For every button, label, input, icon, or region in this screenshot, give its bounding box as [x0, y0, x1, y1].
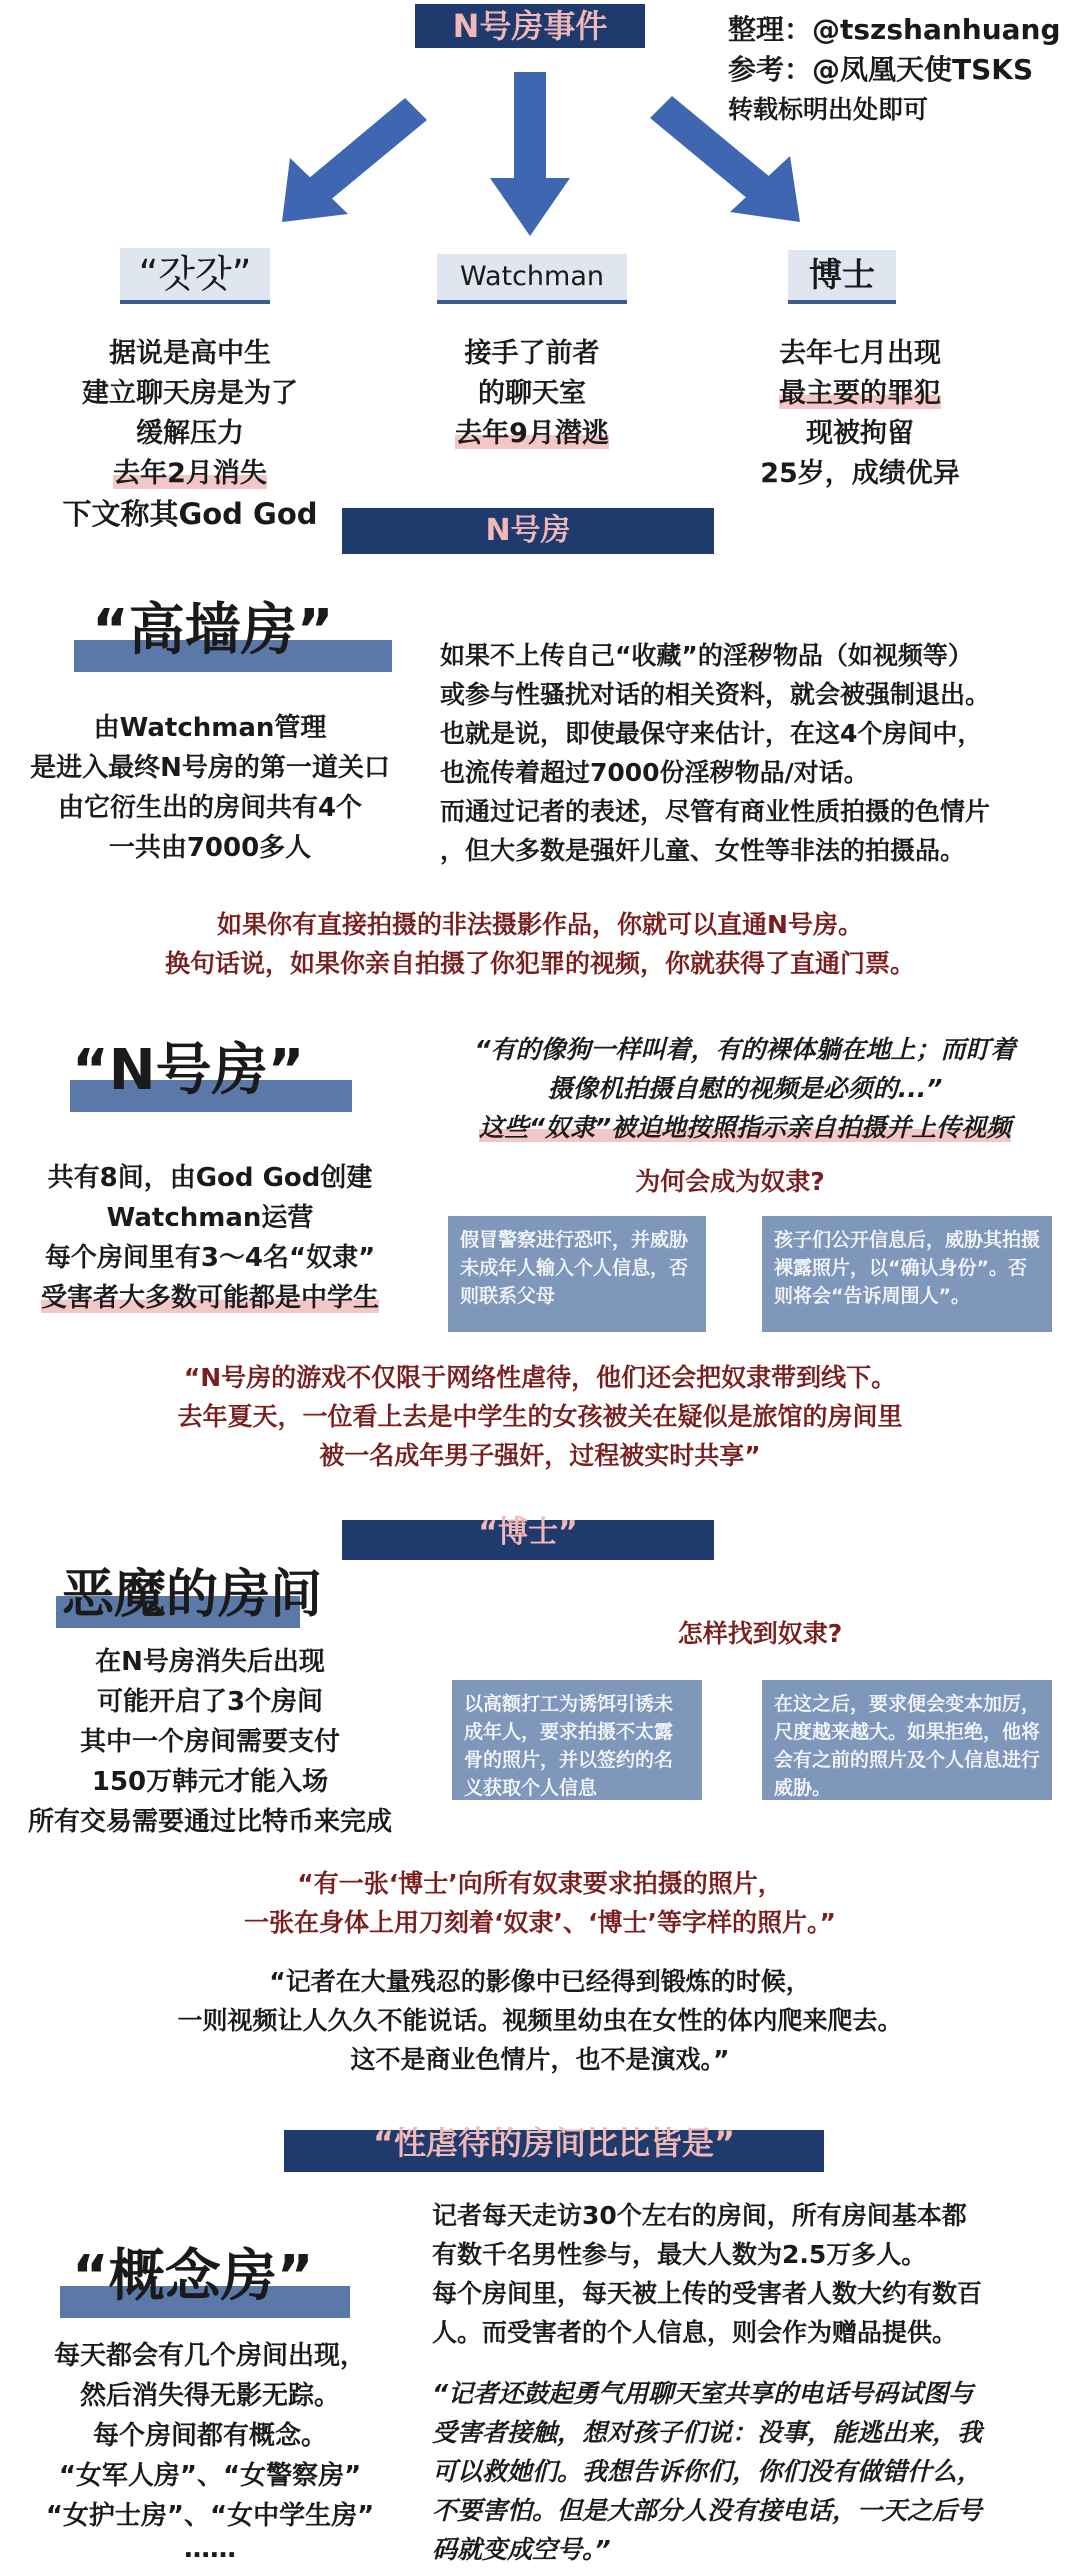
col-text-gatgat	[30, 334, 350, 534]
text-line: 如果不上传自己“收藏”的淫秽物品（如视频等）	[440, 641, 973, 670]
col-line: 25岁，成绩优异	[760, 458, 960, 489]
credit-line: 参考：@凤凰天使TSKS	[728, 53, 1034, 86]
arrow-down-icon	[490, 72, 570, 236]
col-line-highlight: 去年2月消失	[113, 458, 267, 489]
text-line: 其中一个房间需要支付	[79, 1727, 340, 1757]
text-line: 在N号房消失后出现	[95, 1647, 325, 1677]
col-label-boshi: 博士	[788, 250, 896, 304]
col-line: 现被拘留	[806, 418, 914, 449]
text-line: 去年夏天，一位看上去是中学生的女孩被关在疑似是旅馆的房间里	[177, 1402, 903, 1431]
nroom-box-1: 假冒警察进行恐吓，并威胁未成年人输入个人信息，否则联系父母	[448, 1216, 706, 1332]
col-label-gatgat: “갓갓”	[120, 248, 270, 304]
col-line: 下文称其God God	[62, 497, 318, 531]
text-line-highlight: 受害者大多数可能都是中学生	[40, 1283, 379, 1313]
nroom-box-2: 孩子们公开信息后，威胁其拍摄裸露照片，以“确认身份”。否则将会“告诉周围人”。	[762, 1216, 1052, 1332]
text-line: “记者还鼓起勇气用聊天室共享的电话号码试图与	[432, 2379, 974, 2408]
col-text-watchman	[392, 334, 672, 454]
section-title-nroom: “N号房”	[72, 1038, 305, 1103]
col-text-boshi	[700, 334, 1020, 494]
col-line-highlight: 去年9月潜逃	[455, 418, 609, 449]
text-line: 这不是商业色情片，也不是演戏。”	[350, 2045, 730, 2074]
nroom-red	[60, 1358, 1020, 1475]
demon-box-1: 以高额打工为诱饵引诱未成年人，要求拍摄不太露骨的照片，并以签约的名义获取个人信息	[452, 1680, 702, 1800]
text-line: 然后消失得无影无踪。	[79, 2381, 340, 2411]
text-line: 受害者接触，想对孩子们说：没事，能逃出来，我	[432, 2418, 983, 2447]
gaoqiang-red	[60, 905, 1020, 983]
text-line: 每个房间里有3～4名“奴隶”	[44, 1243, 376, 1273]
col-line: 缓解压力	[136, 418, 244, 449]
text-line-highlight: 这些“奴隶”被迫地按照指示亲自拍摄并上传视频	[478, 1113, 1012, 1142]
text-line: “有一张‘博士’向所有奴隶要求拍摄的照片，	[297, 1869, 783, 1898]
section-title-demon: 恶魔的房间	[62, 1565, 323, 1625]
col-line: 去年七月出现	[779, 338, 941, 369]
demon-box-2: 在这之后，要求便会变本加厉，尺度越来越大。如果拒绝，他将会有之前的照片及个人信息进行威胁。	[762, 1680, 1052, 1800]
text-line: 每个房间都有概念。	[92, 2421, 327, 2451]
col-line: 据说是高中生	[109, 338, 271, 369]
text-line: 所有交易需要通过比特币来完成	[27, 1807, 392, 1837]
text-line: 有数千名男性参与，最大人数为2.5万多人。	[432, 2240, 927, 2269]
col-line: 建立聊天房是为了	[82, 378, 298, 409]
section-header-boshi: “博士”	[342, 1520, 714, 1560]
text-line: “记者在大量残忍的影像中已经得到锻炼的时候，	[269, 1967, 811, 1996]
text-line: “女护士房”、“女中学生房”	[45, 2501, 375, 2531]
concept-left	[0, 2336, 420, 2562]
text-line: 不要害怕。但是大部分人没有接电话，一天之后号	[432, 2496, 983, 2525]
arrow-down-left-icon	[282, 98, 427, 222]
text-line: 换句话说，如果你亲自拍摄了你犯罪的视频，你就获得了直通门票。	[164, 949, 915, 978]
demon-quote	[40, 1962, 1040, 2079]
arrow-down-right-icon	[650, 96, 800, 222]
col-line: 的聊天室	[478, 378, 586, 409]
section-title-gaoqiang: “高墙房”	[92, 598, 334, 663]
text-line: 或参与性骚扰对话的相关资料，就会被强制退出。	[440, 680, 991, 709]
text-line: “女军人房”、“女警察房”	[58, 2461, 362, 2491]
text-line: 由它衍生出的房间共有4个	[57, 793, 363, 823]
text-line: 码就变成空号。”	[432, 2535, 611, 2564]
nroom-quote	[420, 1030, 1070, 1147]
text-line: 一张在身体上用刀刻着‘奴隶’、‘博士’等字样的照片。”	[244, 1908, 836, 1937]
text-line: 由Watchman管理	[93, 713, 327, 743]
text-line: ……	[184, 2534, 236, 2564]
flow-arrows	[0, 0, 1080, 260]
text-line: 也流传着超过7000份淫秽物品/对话。	[440, 758, 869, 787]
credit-line: 转载标明出处即可	[728, 95, 929, 124]
credit-line: 整理：@tszshanhuang	[728, 13, 1061, 46]
col-line: 接手了前者	[464, 338, 600, 369]
text-line: 可以救她们。我想告诉你们，你们没有做错什么，	[432, 2457, 983, 2486]
demon-red	[60, 1864, 1020, 1942]
text-line: 摄像机拍摄自慰的视频是必须的...”	[547, 1074, 943, 1103]
text-line: 是进入最终N号房的第一道关口	[30, 753, 390, 783]
concept-right	[432, 2196, 1072, 2352]
text-line: “N号房的游戏不仅限于网络性虐待，他们还会把奴隶带到线下。	[183, 1363, 897, 1392]
text-line: 150万韩元才能入场	[91, 1767, 329, 1797]
text-line: 也就是说，即使最保守来估计，在这4个房间中，	[440, 719, 983, 748]
text-line: 记者每天走访30个左右的房间，所有房间基本都	[432, 2201, 967, 2230]
text-line: “有的像狗一样叫着，有的裸体躺在地上；而盯着	[474, 1035, 1016, 1064]
text-line: 一则视频让人久久不能说话。视频里幼虫在女性的体内爬来爬去。	[177, 2006, 903, 2035]
demon-left	[0, 1642, 420, 1842]
main-title: N号房事件	[415, 4, 645, 48]
gaoqiang-left	[0, 708, 420, 868]
nroom-left	[0, 1158, 420, 1318]
text-line: 每天都会有几个房间出现，	[53, 2341, 366, 2371]
text-line: 人。而受害者的个人信息，则会作为赠品提供。	[432, 2318, 958, 2347]
text-line: 可能开启了3个房间	[96, 1687, 324, 1717]
demon-question: 怎样找到奴隶?	[677, 1619, 843, 1648]
section-header-nroom: N号房	[342, 508, 714, 554]
text-line: 一共由7000多人	[108, 833, 312, 863]
section-title-concept: “概念房”	[72, 2244, 314, 2309]
text-line: 共有8间，由God God创建	[47, 1163, 373, 1193]
text-line: 每个房间里，每天被上传的受害者人数大约有数百	[432, 2279, 983, 2308]
section-header-common: “性虐待的房间比比皆是”	[284, 2130, 824, 2172]
text-line: Watchman运营	[106, 1203, 314, 1233]
text-line: 被一名成年男子强奸，过程被实时共享”	[319, 1441, 761, 1470]
concept-quote	[432, 2374, 1072, 2569]
col-line-highlight: 最主要的罪犯	[779, 378, 941, 409]
gaoqiang-right	[440, 636, 1070, 870]
text-line: 而通过记者的表述，尽管有商业性质拍摄的色情片	[440, 797, 991, 826]
col-label-watchman: Watchman	[437, 254, 627, 304]
text-line: 如果你有直接拍摄的非法摄影作品，你就可以直通N号房。	[217, 910, 863, 939]
nroom-question: 为何会成为奴隶?	[635, 1167, 825, 1196]
text-line: ，但大多数是强奸儿童、女性等非法的拍摄品。	[440, 836, 966, 865]
